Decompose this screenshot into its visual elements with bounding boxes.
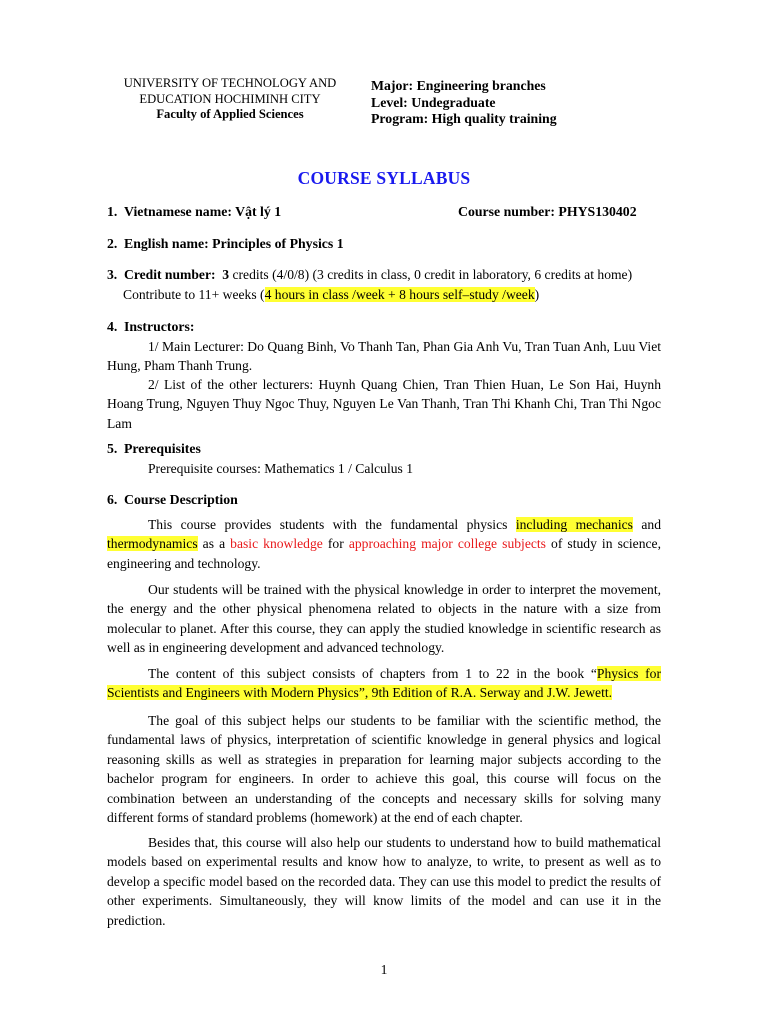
credits-value: 3 <box>222 267 230 282</box>
description-paragraph-4: The goal of this subject helps our students to be familiar with the scientific method, the fundamental laws of physics, interpretation of scientific knowledge in general physics and logical reasoning skills as well as strategies in preparation for learning major subjects according to the bachelor program for engineers. In order to achieve this goal, this course will focus on the combination between an understanding of the concepts and necessary skills for solving many different forms of standard problems (homework) at the end of each chapter. <box>107 713 661 826</box>
section-number: 1. <box>107 204 118 219</box>
section-5-prerequisites <box>107 441 201 457</box>
text-run: This course provides students with the fundamental physics <box>148 517 516 532</box>
section-title: Credit number: <box>124 267 216 282</box>
document-title: COURSE SYLLABUS <box>297 168 471 188</box>
text-run: for <box>322 536 349 552</box>
program-info <box>371 78 557 128</box>
main-lecturer-list: 1/ Main Lecturer: Do Quang Binh, Vo Thanh Tan, Phan Gia Anh Vu, Tran Tuan Anh, Luu Viet Hung, Pham Thanh Trung. <box>107 339 661 374</box>
section-title: Instructors: <box>124 319 195 334</box>
red-basic-knowledge: basic knowledge <box>230 536 323 552</box>
program-label: Program: High quality training <box>371 111 557 127</box>
section-6-course-description <box>107 492 238 508</box>
highlighted-hours: 4 hours in class /week + 8 hours self–study /week <box>264 287 535 302</box>
prerequisite-courses: Prerequisite courses: Mathematics 1 / Calculus 1 <box>148 461 414 476</box>
section-1-vietnamese-name <box>107 204 281 220</box>
section-4-instructors <box>107 319 195 335</box>
highlight-mechanics: including mechanics <box>515 517 633 532</box>
section-number: 3. <box>107 267 118 282</box>
major-label: Major: Engineering branches <box>371 78 546 93</box>
section-number: 6. <box>107 492 118 507</box>
text-run: The content of this subject consists of chapters from 1 to 22 in the book “ <box>148 666 597 681</box>
section-number: 5. <box>107 441 118 456</box>
section-number: 4. <box>107 319 118 334</box>
faculty-name: Faculty of Applied Sciences <box>156 107 304 121</box>
red-major-subjects: approaching major college subjects <box>348 536 546 552</box>
description-paragraph-3 <box>107 664 661 703</box>
course-number: Course number: PHYS130402 <box>458 204 637 219</box>
section-title: Course Description <box>124 492 238 507</box>
page-number: 1 <box>380 962 388 977</box>
section-2-english-name <box>107 236 344 252</box>
university-name-line1: UNIVERSITY OF TECHNOLOGY AND <box>123 76 337 90</box>
highlight-textbook: Physics for Scientists and Engineers with Modern Physics”, 9th Edition of R.A. Serway and J.W. Jewett. <box>107 666 662 701</box>
section-title: Prerequisites <box>124 441 201 456</box>
description-paragraph-1 <box>107 515 661 573</box>
description-paragraph-5: Besides that, this course will also help our students to understand how to build mathematical models based on experimental results and know how to analyze, to write, to present as well as to develop a specific model based on the recorded data. They can use this model to predict the results of other experiments. Simultaneously, they will know limits of the model and can use it in the prediction. <box>107 835 661 928</box>
other-lecturer-list: 2/ List of the other lecturers: Huynh Quang Chien, Tran Thien Huan, Le Son Hai, Huynh Hoang Trung, Nguyen Thuy Ngoc Thuy, Nguyen Le Van Thanh, Tran Thi Khanh Chi, Tran Thi Ngoc Lam <box>107 377 661 431</box>
highlight-thermodynamics: thermodynamics <box>107 536 198 552</box>
description-paragraph-2: Our students will be trained with the physical knowledge in order to interpret the movement, the energy and the other physical phenomena related to objects in the nature with a size from molecular to planet. After this course, they can apply the studied knowledge in scientific research as well as in engineering development and advanced technology. <box>107 582 661 656</box>
university-header <box>110 76 350 123</box>
section-title: Vietnamese name: Vật lý 1 <box>124 204 282 219</box>
credits-detail: credits (4/0/8) (3 credits in class, 0 credit in laboratory, 6 credits at home) <box>229 267 633 282</box>
contribution-prefix: Contribute to 11+ weeks ( <box>123 287 265 302</box>
university-name-line2: EDUCATION HOCHIMINH CITY <box>139 91 321 106</box>
text-run: and <box>632 517 661 532</box>
text-run: as a <box>197 536 231 552</box>
weekly-contribution <box>123 287 539 303</box>
text-run: of study in science, engineering and technology. <box>107 536 661 571</box>
contribution-suffix: ) <box>534 287 540 302</box>
section-3-credit-number <box>107 267 632 283</box>
level-label: Level: Undegraduate <box>371 94 496 110</box>
section-number: 2. <box>107 236 118 251</box>
section-title: English name: Principles of Physics 1 <box>124 236 344 251</box>
